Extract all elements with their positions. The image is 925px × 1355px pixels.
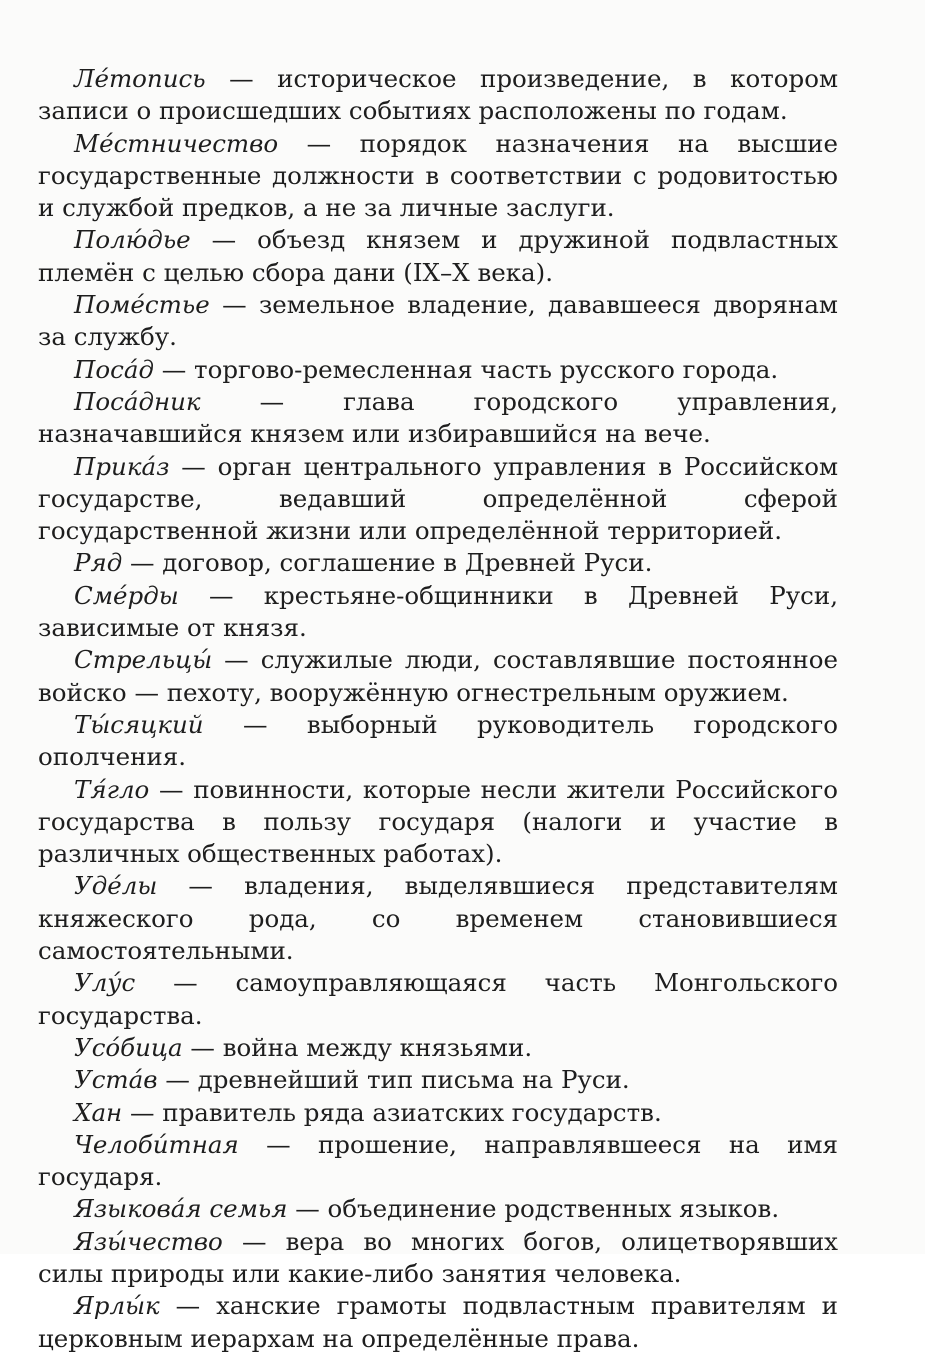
glossary-entry [38,580,838,645]
glossary-term: Тя́гло [74,774,150,804]
glossary-entry [38,1193,838,1225]
glossary-entry [38,1097,838,1129]
glossary-term: Уста́в [74,1065,158,1095]
glossary-term: Ты́сяцкий [74,709,204,739]
glossary-entry [38,547,838,579]
glossary-entry [38,709,838,774]
glossary-entry [38,1064,838,1096]
glossary-entry [38,128,838,225]
glossary-term: Ме́стничество [74,128,279,158]
glossary-term: Поса́д [74,354,154,384]
glossary-term: Сме́рды [74,580,179,610]
glossary-definition: — объединение родственных языков. [287,1194,780,1224]
glossary-definition: — земельное владение, дававшееся дворянам за службу. [38,290,838,352]
glossary-term: Прика́з [74,451,170,481]
glossary-definition: — древнейший тип письма на Руси. [157,1065,630,1095]
glossary-term: Стрельцы́ [74,645,213,675]
glossary-term: Поме́стье [74,290,210,320]
glossary-entry [38,1129,838,1194]
glossary-term: Язы́чество [74,1226,223,1256]
glossary-definition: — выборный руководитель городского ополчения. [38,709,838,772]
glossary-entry [38,870,838,967]
glossary-term: Усо́бица [74,1032,183,1062]
glossary-entry [38,224,838,289]
glossary-entry [38,1226,838,1291]
glossary-term: Ярлы́к [74,1291,160,1321]
glossary-entry [38,644,838,709]
glossary-definition: — вера во многих богов, олицетворявших силы природы или какие-либо занятия человека. [38,1226,838,1288]
glossary-definition: — правитель ряда азиатских государств. [122,1097,662,1127]
glossary-entry [38,967,838,1032]
glossary-definition: — война между князьями. [182,1032,533,1062]
glossary-definition: — орган центрального управления в Российском государстве, ведавший определённой сферой государственной жизни или определённой территорией. [38,451,838,546]
glossary-definition: — торгово-ремесленная часть русского города. [153,354,779,384]
glossary-term: Улу́с [74,968,136,998]
glossary-term: Языкова́я семья [74,1194,288,1224]
glossary-definition: — порядок назначения на высшие государственные должности в соответствии с родовитостью и службой предков, а не за личные заслуги. [38,128,838,223]
glossary-term: Ле́топись [74,64,206,93]
glossary-definition: — ханские грамоты подвластным правителям и церковным иерархам на определённые права. [38,1291,838,1353]
glossary-term: Полю́дье [74,225,191,255]
glossary-definition: — самоуправляющаяся часть Монгольского государства. [38,968,838,1030]
glossary-definition: — крестьяне-общинники в Древней Руси, зависимые от князя. [38,580,838,643]
glossary-entry [38,774,838,871]
glossary-definition: — глава городского управления, назначавшийся князем или избиравшийся на вече. [38,386,838,449]
glossary-entry [38,1032,838,1064]
glossary-definition: — историческое произведение, в котором записи о происшедших событиях расположены по годам. [38,64,838,126]
glossary-entry [38,354,838,386]
glossary-entry [38,1290,838,1355]
glossary-entry [38,451,838,548]
glossary-term: Уде́лы [74,871,158,901]
glossary-term: Поса́дник [74,386,201,416]
glossary-entry [38,63,838,128]
glossary-definition: — договор, соглашение в Древней Руси. [122,548,653,578]
glossary-definition: — прошение, направлявшееся на имя государя. [38,1129,838,1192]
glossary-entry [38,289,838,354]
glossary-term: Хан [74,1097,123,1127]
glossary-definition: — служилые люди, составлявшие постоянное войско — пехоту, вооружённую огнестрельным оружием. [38,645,838,707]
glossary-definition: — повинности, которые несли жители Российского государства в пользу государя (налоги и участие в различных общественных работах). [38,774,838,869]
glossary-entry [38,386,838,451]
glossary-list [38,63,838,1355]
glossary-term: Челоби́тная [74,1129,239,1159]
glossary-definition: — объезд князем и дружиной подвластных племён с целью сбора дани (IX–X века). [38,225,838,287]
glossary-term: Ряд [74,548,123,578]
glossary-definition: — владения, выделявшиеся представителям княжеского рода, со временем становившиеся самостоятельными. [38,871,838,966]
